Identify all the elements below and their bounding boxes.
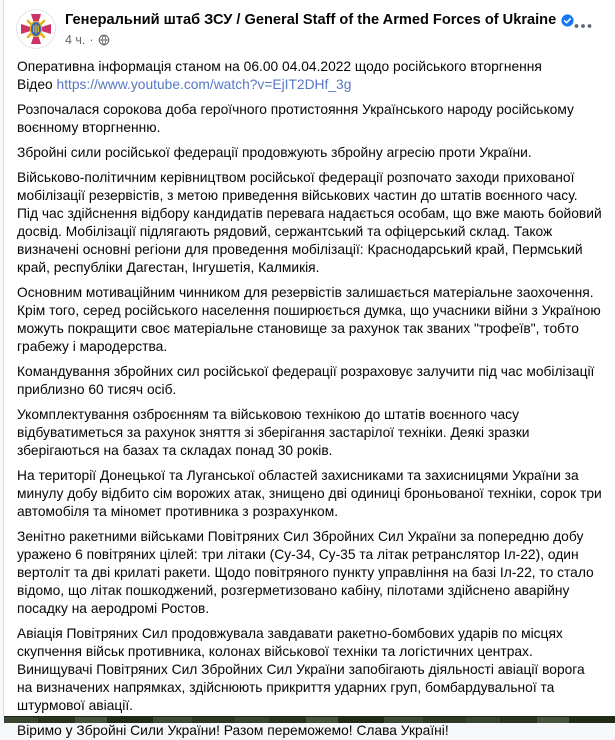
post-paragraph: На території Донецької та Луганської областей захисниками та захисницями України за минулу добу відбито сім ворожих атак, знищено дві одиниці броньованої техніки, сорок три автомобіля та міномет противника з розрахунком. (17, 468, 602, 519)
post-paragraph: Авіація Повітряних Сил продовжувала завдавати ракетно-бомбових ударів по місцях скупчення військ противника, колонах військової техніки та логістичних центрах. Винищувачі Повітряних Сил Збройних Сил України запобігають діяльності авіації ворога на визначених напрямках, здійснюють прикриття ударних груп, бомбардувальної та штурмової авіації. (17, 626, 585, 713)
post-options-button[interactable] (571, 14, 595, 38)
facebook-post-card (4, 0, 615, 738)
post-paragraph-intro (17, 58, 602, 94)
post-meta (65, 33, 571, 47)
post-paragraph: Укомплектування озброєнням та військовою технікою до штатів воєнного часу відбуватиметься за рахунок зняття зі зберігання застарілої техніки. Деякі зразки зберігаються на базах та складах понад 30 років. (17, 407, 530, 458)
post-paragraph: Розпочалася сорокова доба героїчного протистояння Українського народу російському воєнному вторгненню. (17, 102, 574, 135)
page-avatar[interactable] (16, 9, 56, 49)
ellipsis-icon (573, 16, 593, 36)
post-paragraph: Віримо у Збройні Сили України! Разом переможемо! Слава Україні! (17, 723, 449, 738)
post-header-text (65, 9, 571, 47)
post-paragraph: Зенітно ракетними військами Повітряних Сил Збройних Сил України за попередню добу уражено 6 повітряних цілей: три літаки (Су-34, Су-35 та літак ретранслятор Іл-22), один вертоліт та дві крилаті ракети. Щодо повітряного пункту управління на базі Іл-22, то стало відомо, що літак пошкоджений, розгерметизовано кабіну, пілотами здійснено аварійну посадку на аеродромі Ростов. (17, 529, 594, 616)
post-image[interactable] (4, 716, 615, 723)
meta-separator: · (89, 33, 94, 47)
timestamp-link[interactable]: 4 ч. (65, 33, 86, 47)
video-label: Відео (17, 77, 53, 92)
post-content (4, 51, 615, 740)
post-paragraph: Основним мотиваційним чинником для резервістів залишається матеріальне заохочення. Крім того, серед російського населення поширюється думка, що учасники війни з Україною можуть покращити своє матеріальне становище за рахунок так званих "трофеїв", тобто грабежу і мародерства. (17, 285, 601, 354)
intro-text: Оперативна інформація станом на 06.00 04.04.2022 щодо російського вторгнення (17, 59, 542, 74)
globe-icon (98, 34, 110, 46)
post-header (4, 0, 615, 51)
post-paragraph: Військово-політичним керівництвом російської федерації розпочато заходи прихованої мобілізації резервістів, з метою приведення військових частин до штатів воєнного часу. Під час здійснення відбору кандидатів перевага надається особам, що вже мають бойовий досвід. Мобілізації підлягають рядовий, сержантський та офіцерський склад. Також визначені основні регіони для проведення мобілізації: Краснодарський край, Пермський край, республіки Дагестан, Інгушетія, Калмикія. (17, 170, 602, 275)
post-paragraph: Збройні сили російської федерації продовжують збройну агресію проти України. (17, 145, 532, 160)
video-link[interactable]: https://www.youtube.com/watch?v=EjIT2DHf_3g (56, 77, 352, 92)
page-name-link[interactable]: Генеральний штаб ЗСУ / General Staff of the Armed Forces of Ukraine (65, 12, 557, 28)
post-paragraph: Командування збройних сил російської федерації розраховує залучити під час мобілізації приблизно 60 тисяч осіб. (17, 364, 595, 397)
